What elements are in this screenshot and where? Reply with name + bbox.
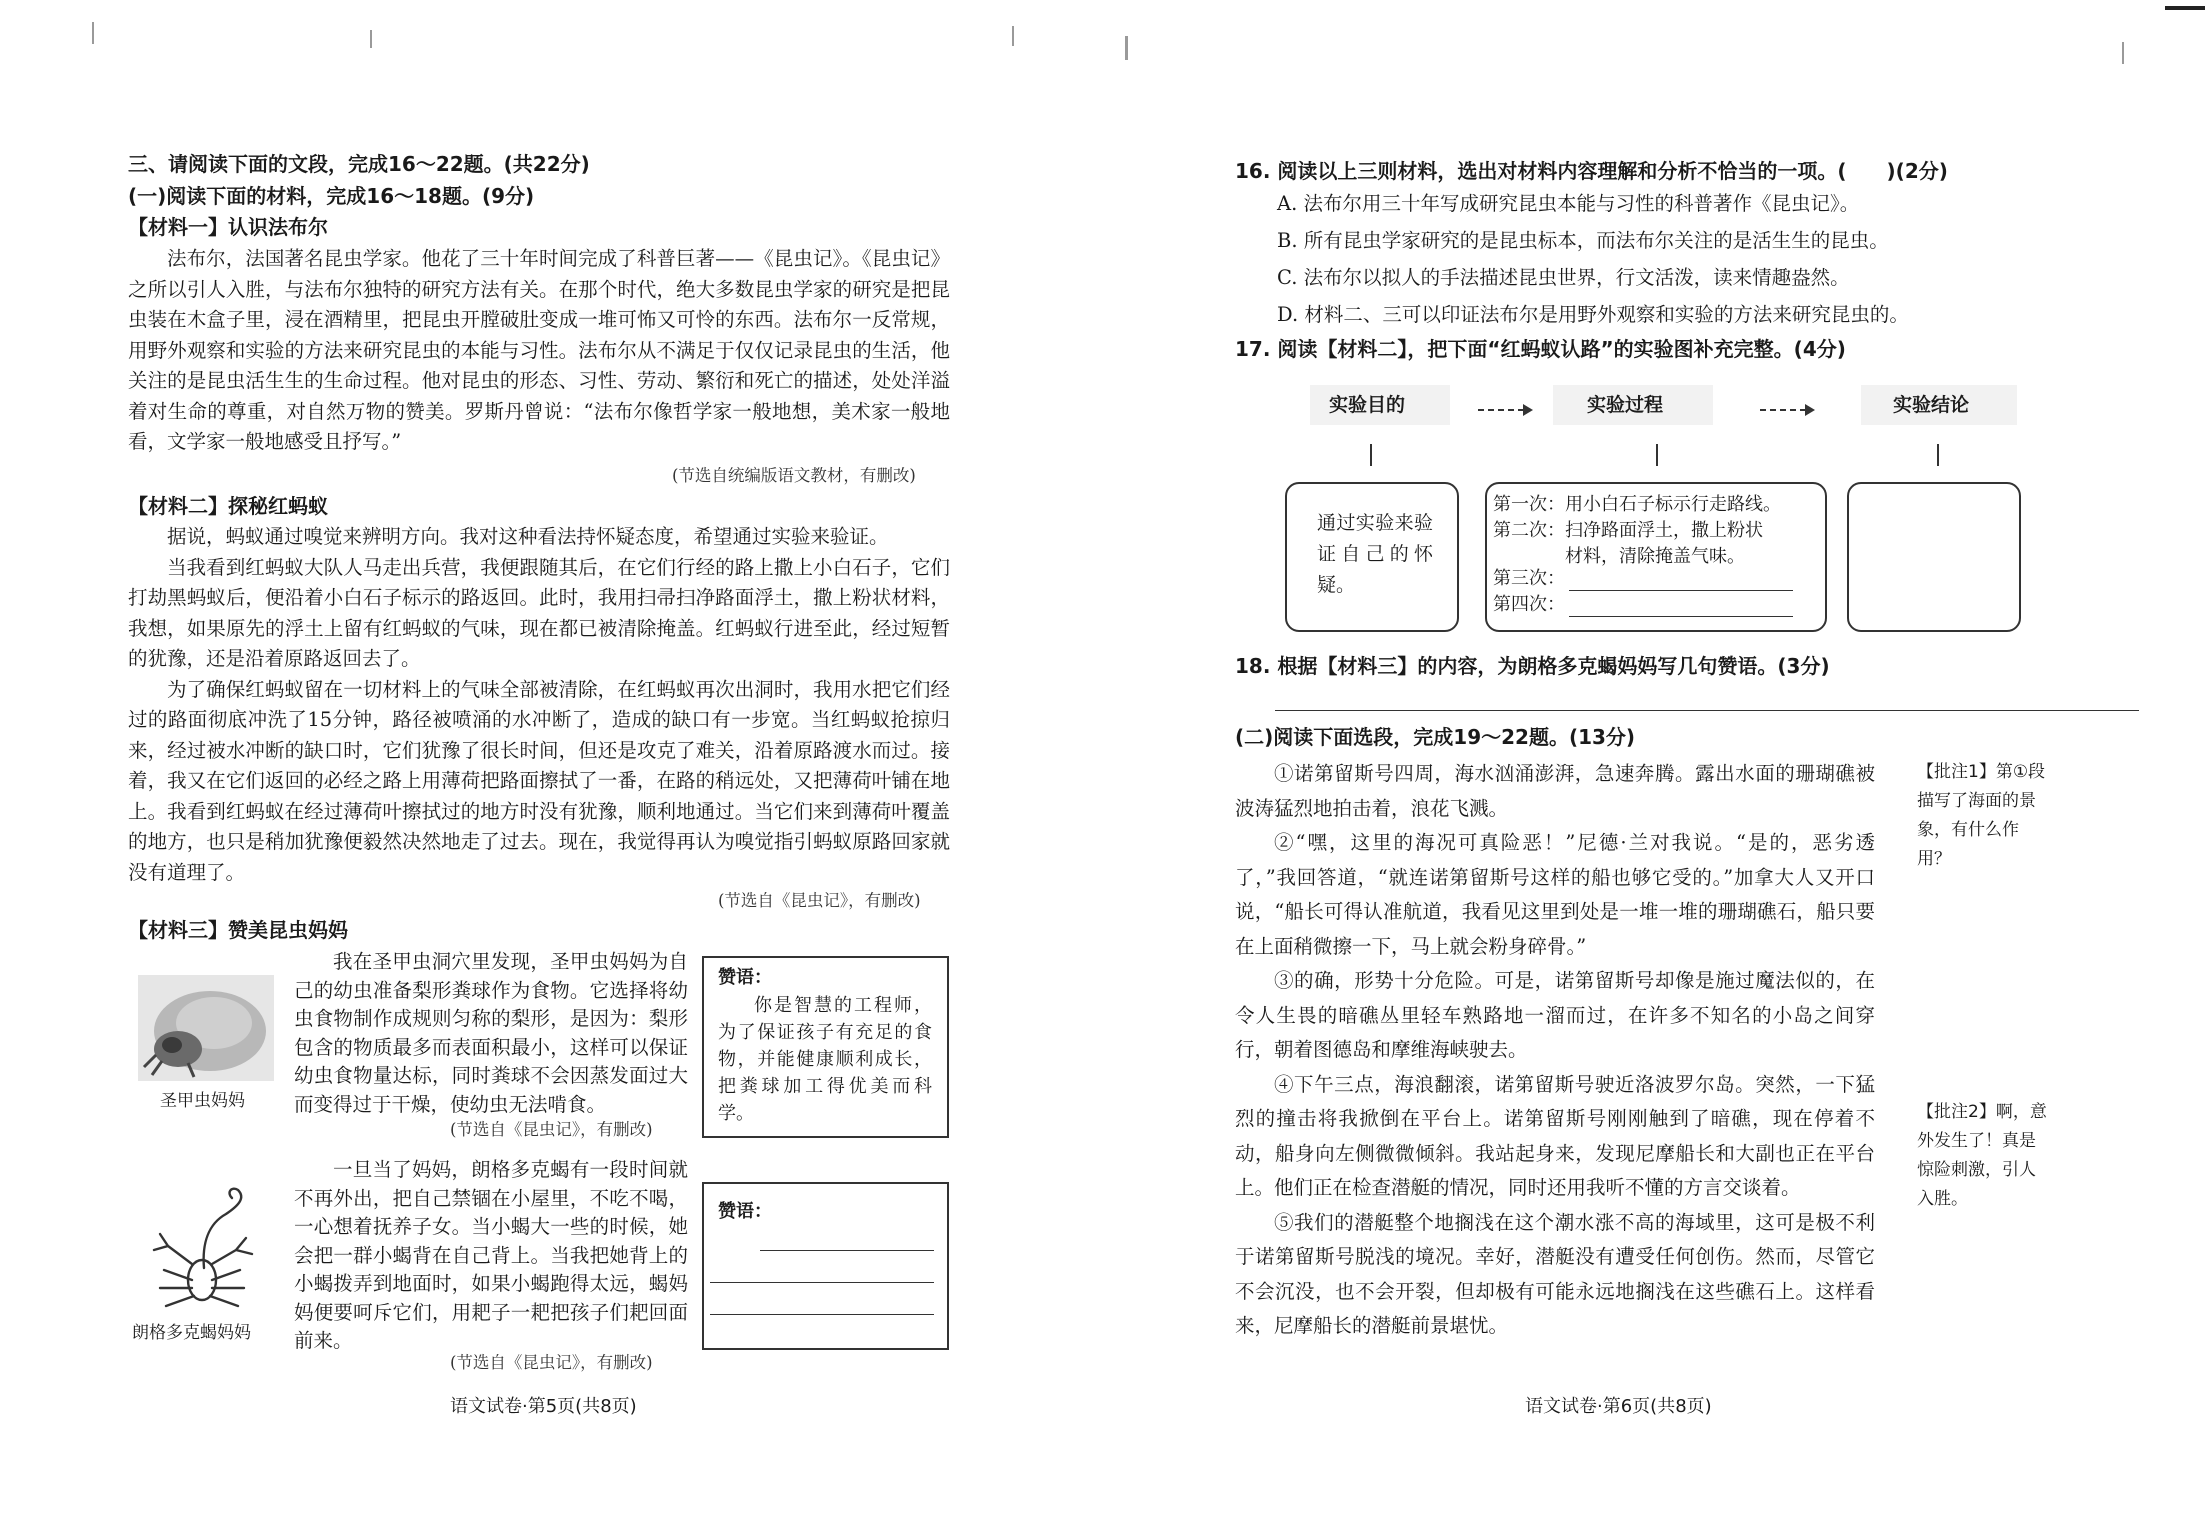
q16-option-d[interactable]: D. 材料二、三可以印证法布尔是用野外观察和实验的方法来研究昆虫的。 xyxy=(1277,303,1909,326)
scorpion-icon xyxy=(142,1184,266,1318)
dung-beetle-icon xyxy=(138,975,274,1081)
praise-answer-line[interactable] xyxy=(710,1314,934,1315)
diagram-arrow xyxy=(1760,409,1806,411)
diagram-connector xyxy=(1656,444,1658,466)
material-1-text xyxy=(128,244,950,458)
process-step-2b: 材料，清除掩盖气味。 xyxy=(1565,546,1745,567)
part2-paragraph-4: ④下午三点，海浪翻滚，诺第留斯号驶近洛波罗尔岛。突然，一下猛烈的撞击将我掀倒在平台上。诺第留斯号刚刚触到了暗礁，现在停着不动，船身向左侧微微倾斜。我站起身来，发现尼摩船长和大副也正在平台上。他们正在检查潜艇的情况，同时还用我听不懂的方言交谈着。 xyxy=(1235,1072,1875,1199)
diagram-conclusion-label: 实验结论 xyxy=(1893,394,1970,416)
part2-text xyxy=(1235,757,1875,1344)
scorpion-paragraph: 一旦当了妈妈，朗格多克蝎有一段时间就不再外出，把自己禁锢在小屋里，不吃不喝，一心想着抚养子女。当小蝎大一些的时候，她会把一群小蝎背在自己背上。当我把她背上的小蝎拨弄到地面时，如果小蝎跑得太远，蝎妈妈便要呵斥它们，用耙子一耙把孩子们耙回面前来。 xyxy=(294,1158,688,1352)
part2-paragraph-5: ⑤我们的潜艇整个地搁浅在这个潮水涨不高的海域里，这可是极不利于诺第留斯号脱浅的境况。幸好，潜艇没有遭受任何创伤。然而，尽管它不会沉没，也不会开裂，但却极有可能永远地搁浅在这些礁石上。这样看来，尼摩船长的潜艇前景堪忧。 xyxy=(1235,1210,1875,1337)
process-step-2a: 第二次：扫净路面浮土，撒上粉状 xyxy=(1493,520,1763,541)
diagram-arrowhead xyxy=(1805,404,1815,416)
diagram-connector xyxy=(1370,444,1372,466)
beetle-text xyxy=(294,948,688,1119)
scan-mark xyxy=(2122,42,2124,64)
q17-stem: 17. 阅读【材料二】，把下面“红蚂蚁认路”的实验图补充完整。(4分) xyxy=(1235,337,1846,361)
praise-answer-line[interactable] xyxy=(710,1282,934,1283)
purpose-text xyxy=(1317,508,1433,601)
part2-paragraph-2: ②“嘿，这里的海况可真险恶！”尼德·兰对我说。“是的，恶劣透了，”我回答道，“就连诺第留斯号这样的船也够它受的。”加拿大人又开口说，“船长可得认准航道，我看见这里到处是一堆一堆的珊瑚礁石，船只要在上面稍微擦一下，马上就会粉身碎骨。” xyxy=(1235,831,1875,958)
dung-beetle-image xyxy=(138,975,274,1081)
conclusion-box[interactable] xyxy=(1847,482,2021,632)
process-step-4-blank[interactable] xyxy=(1569,616,1793,617)
scorpion-caption: 朗格多克蝎妈妈 xyxy=(132,1323,251,1343)
process-step-1: 第一次：用小白石子标示行走路线。 xyxy=(1493,494,1781,515)
q16-stem: 16. 阅读以上三则材料，选出对材料内容理解和分析不恰当的一项。( )(2分) xyxy=(1235,159,1948,183)
scorpion-source: (节选自《昆虫记》，有删改) xyxy=(450,1353,653,1372)
process-step-3-blank[interactable] xyxy=(1569,590,1793,591)
material-1-source: (节选自统编版语文教材，有删改) xyxy=(672,466,916,485)
beetle-paragraph: 我在圣甲虫洞穴里发现，圣甲虫妈妈为自己的幼虫准备梨形粪球作为食物。它选择将幼虫食物制作成规则匀称的梨形，是因为：梨形包含的物质最多而表面积最小，这样可以保证幼虫食物量达标，同时粪球不会因蒸发面过大而变得过于干燥，使幼虫无法啃食。 xyxy=(294,950,688,1116)
praise-text xyxy=(718,992,932,1127)
page-footer-left: 语文试卷·第5页(共8页) xyxy=(450,1396,637,1417)
process-step-3: 第三次： xyxy=(1493,568,1565,589)
q18-stem: 18. 根据【材料三】的内容，为朗格多克蝎妈妈写几句赞语。(3分) xyxy=(1235,654,1830,678)
beetle-source: (节选自《昆虫记》，有删改) xyxy=(450,1120,653,1139)
annotation-1-text: 【批注1】第①段描写了海面的景象，有什么作用？ xyxy=(1917,762,2046,869)
material-2-paragraph: 为了确保红蚂蚁留在一切材料上的气味全部被清除，在红蚂蚁再次出洞时，我用水把它们经过的路面彻底冲洗了15分钟，路径被喷涌的水冲断了，造成的缺口有一步宽。当红蚂蚁抢掠归来，经过被水冲断的缺口时，它们犹豫了很长时间，但还是攻克了难关，沿着原路渡水而过。接着，我又在它们返回的必经之路上用薄荷把路面擦拭了一番，在路的稍远处，又把薄荷叶铺在地上。我看到红蚂蚁在经过薄荷叶擦拭过的地方时没有犹豫，顺利地通过。当它们来到薄荷叶覆盖的地方，也只是稍加犹豫便毅然决然地走了过去。现在，我觉得再认为嗅觉指引蚂蚁原路回家就没有道理了。 xyxy=(128,677,950,884)
q16-option-c[interactable]: C. 法布尔以拟人的手法描述昆虫世界，行文活泼，读来情趣盎然。 xyxy=(1277,266,1850,289)
part2-paragraph-1: ①诺第留斯号四周，海水汹涌澎湃，急速奔腾。露出水面的珊瑚礁被波涛猛烈地拍击着，浪花飞溅。 xyxy=(1235,762,1875,820)
part2-title: (二)阅读下面选段，完成19～22题。(13分) xyxy=(1235,725,1636,749)
part2-paragraph-3: ③的确，形势十分危险。可是，诺第留斯号却像是施过魔法似的，在令人生畏的暗礁丛里轻车熟路地一溜而过，在许多不知名的小岛之间穿行，朝着图德岛和摩维海峡驶去。 xyxy=(1235,969,1875,1061)
right-page xyxy=(1105,0,2210,1530)
diagram-arrow xyxy=(1478,409,1524,411)
diagram-arrowhead xyxy=(1523,404,1533,416)
material-2-source: (节选自《昆虫记》，有删改) xyxy=(718,891,921,910)
material-1-paragraph: 法布尔，法国著名昆虫学家。他花了三十年时间完成了科普巨著——《昆虫记》。《昆虫记》之所以引人入胜，与法布尔独特的研究方法有关。在那个时代，绝大多数昆虫学家的研究是把昆虫装在木盒子里，浸在酒精里，把昆虫开膛破肚变成一堆可怖又可怜的东西。法布尔一反常规，用野外观察和实验的方法来研究昆虫的本能与习性。法布尔从不满足于仅仅记录昆虫的生活，他关注的是昆虫活生生的生命过程。他对昆虫的形态、习性、劳动、繁衍和死亡的描述，处处洋溢着对生命的尊重，对自然万物的赞美。罗斯丹曾说：“法布尔像哲学家一般地想，美术家一般地看，文学家一般地感受且抒写。” xyxy=(128,247,950,453)
purpose-paragraph: 通过实验来验证自己的怀疑。 xyxy=(1317,512,1433,596)
material-2-paragraph: 当我看到红蚂蚁大队人马走出兵营，我便跟随其后，在它们行经的路上撒上小白石子，它们打劫黑蚂蚁后，便沿着小白石子标示的路返回。此时，我用扫帚扫净路面浮土，撒上粉状材料，我想，如果原先的浮土上留有红蚂蚁的气味，现在都已被清除掩盖。红蚂蚁行进至此，经过短暂的犹豫，还是沿着原路返回去了。 xyxy=(128,555,950,670)
scan-mark xyxy=(370,30,372,48)
sub-title: (一)阅读下面的材料，完成16～18题。(9分) xyxy=(128,184,535,208)
material-2-heading: 【材料二】探秘红蚂蚁 xyxy=(128,494,328,518)
praise-paragraph: 你是智慧的工程师，为了保证孩子有充足的食物，并能健康顺利成长，把粪球加工得优美而科学。 xyxy=(718,995,932,1124)
praise-answer-line[interactable] xyxy=(760,1250,934,1251)
scan-mark xyxy=(92,22,94,44)
diagram-connector xyxy=(1937,444,1939,466)
material-2-text xyxy=(128,522,950,888)
q16-option-b[interactable]: B. 所有昆虫学家研究的是昆虫标本，而法布尔关注的是活生生的昆虫。 xyxy=(1277,229,1889,252)
annotation-2 xyxy=(1917,1098,2047,1214)
beetle-caption: 圣甲虫妈妈 xyxy=(160,1091,245,1111)
scorpion-image xyxy=(142,1184,266,1318)
q16-option-a[interactable]: A. 法布尔用三十年写成研究昆虫本能与习性的科普著作《昆虫记》。 xyxy=(1277,192,1860,215)
material-1-heading: 【材料一】认识法布尔 xyxy=(128,215,328,239)
q18-answer-line[interactable] xyxy=(1275,710,2139,711)
annotation-2-text: 【批注2】啊，意外发生了！真是惊险刺激，引人入胜。 xyxy=(1917,1102,2047,1209)
scan-mark xyxy=(2165,6,2205,10)
diagram-purpose-label: 实验目的 xyxy=(1329,394,1406,416)
section-title: 三、请阅读下面的文段，完成16～22题。(共22分) xyxy=(128,152,590,176)
material-2-paragraph: 据说，蚂蚁通过嗅觉来辨明方向。我对这种看法持怀疑态度，希望通过实验来验证。 xyxy=(167,525,889,548)
scan-mark xyxy=(1012,26,1014,46)
page-footer-right: 语文试卷·第6页(共8页) xyxy=(1525,1396,1712,1417)
praise-label-scorpion: 赞语： xyxy=(718,1201,772,1222)
praise-label: 赞语： xyxy=(718,967,772,988)
diagram-process-label: 实验过程 xyxy=(1587,394,1664,416)
process-step-4: 第四次： xyxy=(1493,594,1565,615)
material-3-heading: 【材料三】赞美昆虫妈妈 xyxy=(128,918,348,942)
scan-mark xyxy=(1125,36,1128,60)
scorpion-text xyxy=(294,1156,688,1356)
annotation-1 xyxy=(1917,758,2047,874)
